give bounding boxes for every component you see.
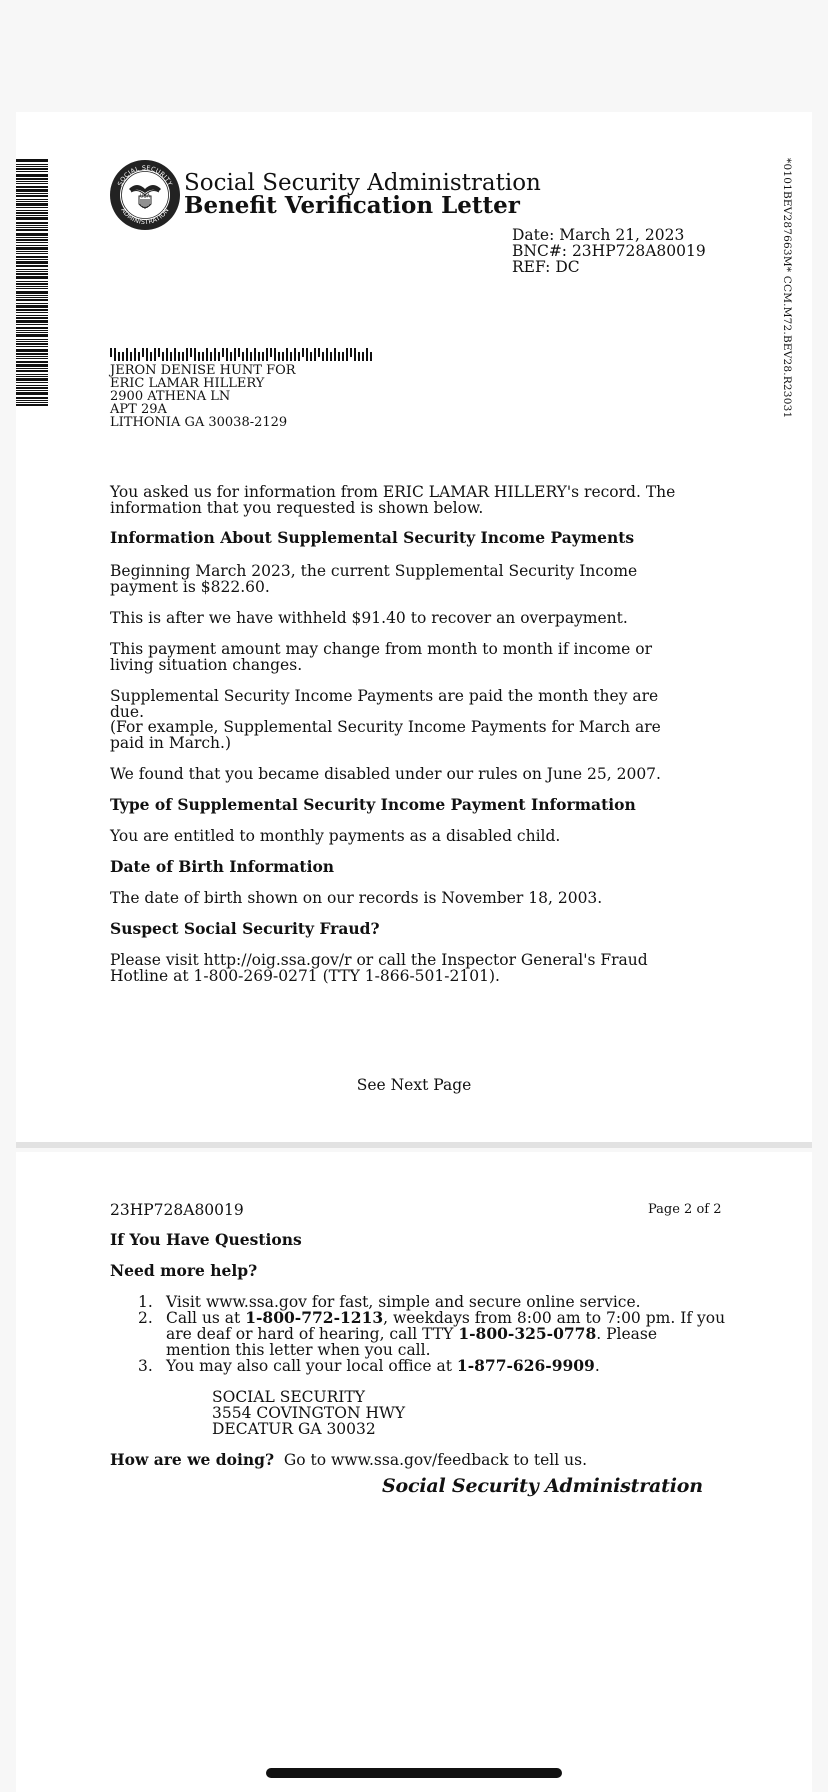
- text-segment: .: [594, 1357, 600, 1375]
- agency-signature: Social Security Administration: [382, 1475, 703, 1497]
- tty-number: 1-800-325-0778: [458, 1324, 597, 1343]
- page-separator: [16, 1141, 812, 1148]
- svg-text:USA: USA: [139, 193, 151, 200]
- letter-page-1: [16, 112, 812, 1142]
- feedback-line: [110, 1452, 587, 1468]
- ssi-paid-month: Supplemental Security Income Payments are paid the month they are due.: [110, 687, 659, 721]
- text-segment: , weekdays from 8:00 am to 7:00 pm. If you are deaf or hard of hearing, call TTY: [166, 1309, 726, 1343]
- page-number: Page 2 of 2: [648, 1202, 722, 1217]
- help-item-website: Visit www.ssa.gov for fast, simple and secure online service.: [166, 1293, 641, 1311]
- list-number: 3.: [138, 1357, 153, 1375]
- heading-questions: If You Have Questions: [110, 1230, 302, 1249]
- text-segment: . Please mention this letter when you call.: [166, 1325, 658, 1359]
- heading-payment-type: Type of Supplemental Security Income Payment Information: [110, 795, 636, 814]
- page2-reference: 23HP728A80019: [110, 1201, 244, 1219]
- vertical-document-code: *0101BEV287663M* CCM.M72.BEV28.R23031: [781, 158, 793, 419]
- help-item-local-office: [166, 1358, 726, 1374]
- home-indicator[interactable]: [266, 1768, 562, 1778]
- address-line: ERIC LAMAR HILLERY: [110, 376, 265, 391]
- heading-date-of-birth: Date of Birth Information: [110, 857, 335, 876]
- bnc-number: BNC#: 23HP728A80019: [512, 242, 706, 260]
- letter-page-2: [16, 1152, 812, 1792]
- list-number: 1.: [138, 1293, 153, 1311]
- tracking-barcode: [16, 159, 48, 407]
- feedback-question: How are we doing?: [110, 1450, 275, 1469]
- disability-date: We found that you became disabled under our rules on June 25, 2007.: [110, 765, 661, 783]
- text-segment: Call us at: [166, 1309, 246, 1327]
- letter-date: Date: March 21, 2023: [512, 226, 685, 244]
- office-address-line: 3554 COVINGTON HWY: [212, 1404, 406, 1422]
- ref-code: REF: DC: [512, 258, 580, 276]
- office-address-line: DECATUR GA 30032: [212, 1420, 376, 1438]
- fraud-text: Please visit http://oig.ssa.gov/r or call the Inspector General's Fraud Hotline at 1-800-269-0271 (TTY 1-866-501-2101).: [110, 951, 648, 985]
- ssi-example: (For example, Supplemental Security Income Payments for March are paid in March.): [110, 718, 661, 752]
- help-item-phone: [166, 1310, 726, 1358]
- see-next-page: See Next Page: [356, 1076, 472, 1094]
- svg-text:ADMINISTRATION: ADMINISTRATION: [119, 206, 171, 227]
- ssi-payment-amount: Beginning March 2023, the current Supplemental Security Income payment is $822.60.: [110, 562, 638, 596]
- list-number: 2.: [138, 1309, 153, 1327]
- text-segment: You may also call your local office at: [166, 1357, 457, 1375]
- heading-need-help: Need more help?: [110, 1261, 258, 1280]
- date-of-birth-text: The date of birth shown on our records is November 18, 2003.: [110, 889, 603, 907]
- ssi-withheld: This is after we have withheld $91.40 to recover an overpayment.: [110, 609, 628, 627]
- local-office-phone: 1-877-626-9909: [456, 1356, 595, 1375]
- address-line: JERON DENISE HUNT FOR: [110, 363, 296, 378]
- address-line: LITHONIA GA 30038-2129: [110, 415, 288, 430]
- address-line: APT 29A: [110, 402, 167, 417]
- agency-name: Social Security Administration: [184, 170, 541, 196]
- heading-fraud: Suspect Social Security Fraud?: [110, 919, 380, 938]
- ssa-seal-logo: [109, 159, 181, 231]
- feedback-text: Go to www.ssa.gov/feedback to tell us.: [274, 1451, 587, 1469]
- address-line: 2900 ATHENA LN: [110, 389, 231, 404]
- postal-barcode: [110, 348, 375, 361]
- svg-text:SOCIAL SECURITY: SOCIAL SECURITY: [116, 164, 174, 188]
- payment-type-text: You are entitled to monthly payments as a disabled child.: [110, 827, 561, 845]
- phone-number: 1-800-772-1213: [245, 1308, 384, 1327]
- ssi-may-change: This payment amount may change from month to month if income or living situation changes.: [110, 640, 653, 674]
- office-address-line: SOCIAL SECURITY: [212, 1388, 365, 1406]
- letter-title: Benefit Verification Letter: [184, 192, 520, 219]
- heading-ssi-payments: Information About Supplemental Security Income Payments: [110, 528, 635, 547]
- intro-paragraph: You asked us for information from ERIC LAMAR HILLERY's record. The information that you requested is shown below.: [110, 483, 676, 517]
